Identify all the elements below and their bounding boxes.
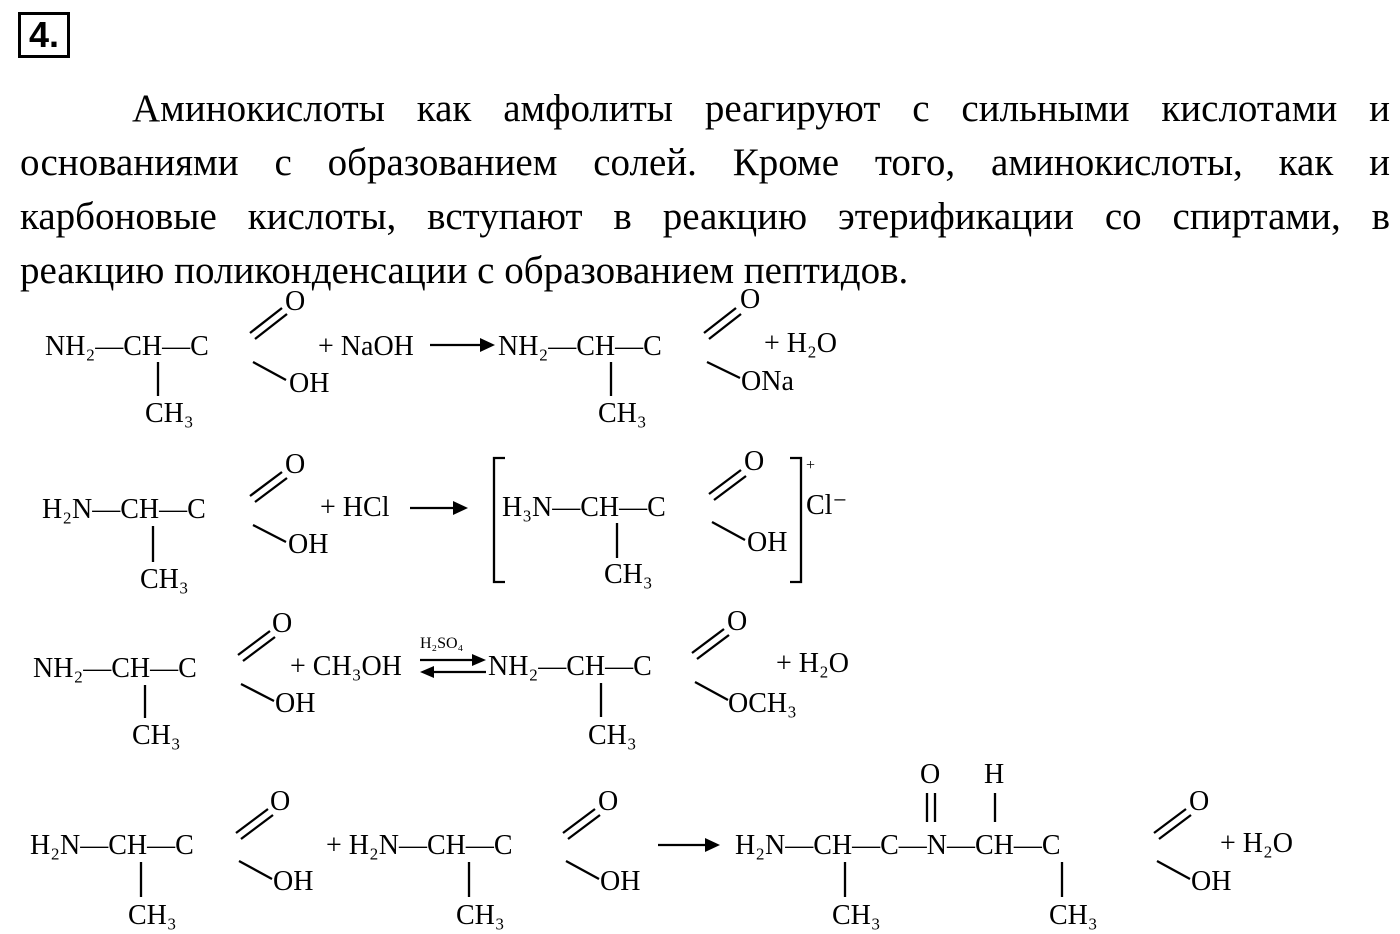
bond-to-hydroxyl bbox=[712, 522, 745, 540]
hydroxyl-group: OH bbox=[275, 688, 316, 719]
reaction-hcl bbox=[42, 446, 847, 595]
product-sodium-salt bbox=[498, 284, 794, 429]
reaction-naoh bbox=[45, 284, 837, 429]
bond-to-hydroxyl bbox=[253, 362, 286, 380]
hydroxyl-group: OH bbox=[747, 527, 788, 558]
reactant-alanine-2 bbox=[326, 786, 640, 931]
charge-plus: + bbox=[806, 457, 816, 474]
amide-hydrogen: H bbox=[984, 759, 1005, 790]
reactant-alanine bbox=[45, 286, 329, 429]
hydroxyl-group: OH bbox=[1191, 866, 1232, 897]
hydroxyl-group: OH bbox=[273, 866, 314, 897]
sodium-oxide-group: ONa bbox=[741, 366, 794, 397]
carbonyl-oxygen: O bbox=[285, 449, 306, 480]
bond-to-ona bbox=[707, 362, 740, 378]
product-dipeptide bbox=[735, 759, 1231, 931]
bond-to-hydroxyl bbox=[253, 525, 286, 542]
methyl-group-2: CH₃ bbox=[1049, 900, 1098, 931]
reaction-peptide bbox=[30, 759, 1293, 931]
amine-chain: NH₂—CH—C bbox=[498, 331, 662, 362]
bond-to-hydroxyl bbox=[1157, 861, 1190, 879]
reactant-alanine bbox=[30, 786, 313, 931]
methyl-group: CH₃ bbox=[140, 564, 189, 595]
paragraph-line-2: основаниями с образованием солей. Кроме того, аминокислоты, как и bbox=[20, 141, 1390, 184]
bond-to-hydroxyl bbox=[241, 684, 274, 701]
hydroxyl-group: OH bbox=[288, 529, 329, 560]
reagent: + H₂N—CH—C bbox=[326, 830, 513, 861]
right-bracket bbox=[790, 458, 801, 582]
reagent: + CH₃OH bbox=[290, 651, 402, 682]
methyl-group: CH₃ bbox=[132, 720, 181, 751]
methyl-group: CH₃ bbox=[128, 900, 177, 931]
reactant-alanine bbox=[42, 449, 328, 595]
reagent: + NaOH bbox=[318, 331, 414, 362]
hydroxyl-group: OH bbox=[600, 866, 641, 897]
byproduct-water: + H₂O bbox=[776, 648, 849, 679]
methyl-group: CH₃ bbox=[604, 559, 653, 590]
arrow-head bbox=[453, 501, 468, 515]
reagent: + HCl bbox=[320, 492, 390, 523]
bond-to-hydroxyl bbox=[239, 861, 272, 879]
byproduct-water: + H₂O bbox=[1220, 828, 1293, 859]
amine-chain: H₃N—CH—C bbox=[502, 492, 666, 523]
reaction-esterification bbox=[33, 606, 849, 751]
amine-chain: H₂N—CH—C bbox=[42, 494, 206, 525]
product-ammonium-salt bbox=[494, 446, 847, 590]
methyl-group: CH₃ bbox=[598, 398, 647, 429]
carbonyl-oxygen: O bbox=[740, 284, 761, 315]
methyl-group: CH₃ bbox=[145, 398, 194, 429]
arrow-head bbox=[705, 838, 720, 852]
methyl-group: CH₃ bbox=[456, 900, 505, 931]
forward-arrow-head bbox=[472, 654, 486, 666]
reactant-alanine bbox=[33, 608, 315, 751]
catalyst-label: H₂SO₄ bbox=[420, 635, 464, 652]
carbonyl-oxygen: O bbox=[270, 786, 291, 817]
amine-chain: H₂N—CH—C bbox=[30, 830, 194, 861]
arrow-head bbox=[480, 338, 495, 352]
bond-to-hydroxyl bbox=[566, 861, 599, 879]
carbonyl-oxygen: O bbox=[727, 606, 748, 637]
peptide-chain: H₂N—CH—C—N—CH—C bbox=[735, 830, 1061, 861]
amine-chain: NH₂—CH—C bbox=[45, 331, 209, 362]
amide-oxygen: O bbox=[920, 759, 941, 790]
bond-to-och3 bbox=[695, 682, 728, 700]
methyl-group: CH₃ bbox=[588, 720, 637, 751]
product-methyl-ester bbox=[488, 606, 797, 751]
carbonyl-oxygen: O bbox=[598, 786, 619, 817]
carbonyl-oxygen: O bbox=[744, 446, 765, 477]
methoxy-group: OCH₃ bbox=[728, 688, 797, 719]
hydroxyl-group: OH bbox=[289, 368, 330, 399]
reverse-arrow-head bbox=[420, 666, 434, 678]
paragraph-line-4: реакцию поликонденсации с образованием пептидов. bbox=[20, 249, 909, 292]
paragraph-line-1: Аминокислоты как амфолиты реагируют с сильными кислотами и bbox=[132, 87, 1390, 130]
carbonyl-oxygen: O bbox=[272, 608, 293, 639]
task-number: 4. bbox=[18, 12, 70, 58]
amine-chain: NH₂—CH—C bbox=[33, 653, 197, 684]
methyl-group-1: CH₃ bbox=[832, 900, 881, 931]
paragraph-line-3: карбоновые кислоты, вступают в реакцию этерификации со спиртами, в bbox=[20, 195, 1390, 238]
carbonyl-oxygen: O bbox=[1189, 786, 1210, 817]
byproduct-water: + H₂O bbox=[764, 328, 837, 359]
amine-chain: NH₂—CH—C bbox=[488, 651, 652, 682]
carbonyl-oxygen: O bbox=[285, 286, 306, 317]
chloride-counterion: Cl⁻ bbox=[806, 490, 848, 521]
